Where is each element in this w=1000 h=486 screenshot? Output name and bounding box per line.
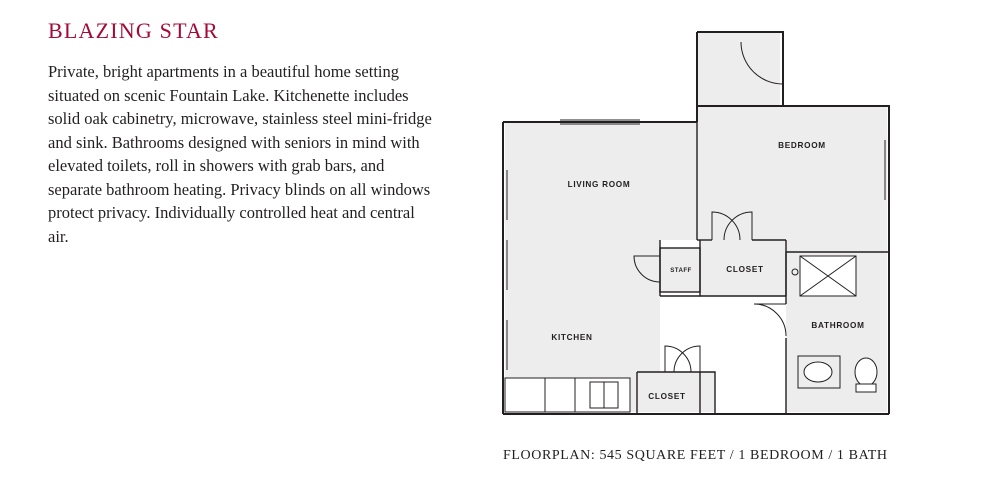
room-label-closet-low: CLOSET	[648, 392, 686, 401]
door-bathroom	[754, 304, 786, 336]
description-column	[48, 18, 438, 248]
floorplan-drawing	[480, 14, 930, 439]
room-label-living-room: LIVING ROOM	[567, 180, 631, 189]
floorplan-svg	[480, 14, 930, 439]
entry-room-fill	[697, 32, 780, 106]
page-title: BLAZING STAR	[48, 18, 219, 43]
apartment-description: Private, bright apartments in a beautiful home setting situated on scenic Fountain Lake. Kitchenette includes solid oak cabinetry, microwave, stainless steel mini-fridge and sink. Bathrooms designed with seniors in mind with elevated toilets, roll in showers with grab bars, and separate bathroom heating. Privacy blinds on all windows protect privacy. Individually controlled heat and central air.	[48, 62, 432, 246]
room-label-closet-mid: CLOSET	[726, 265, 764, 274]
toilet-bowl	[855, 358, 877, 386]
room-label-bedroom: BEDROOM	[778, 141, 826, 150]
room-label-bathroom: BATHROOM	[811, 321, 865, 330]
toilet-tank	[856, 384, 876, 392]
bathroom-sink	[804, 362, 832, 382]
room-label-kitchen: KITCHEN	[551, 333, 593, 342]
floorplan-caption: FLOORPLAN: 545 SQUARE FEET / 1 BEDROOM / 1 BATH	[503, 448, 888, 463]
room-label-staff: STAFF	[670, 267, 692, 274]
